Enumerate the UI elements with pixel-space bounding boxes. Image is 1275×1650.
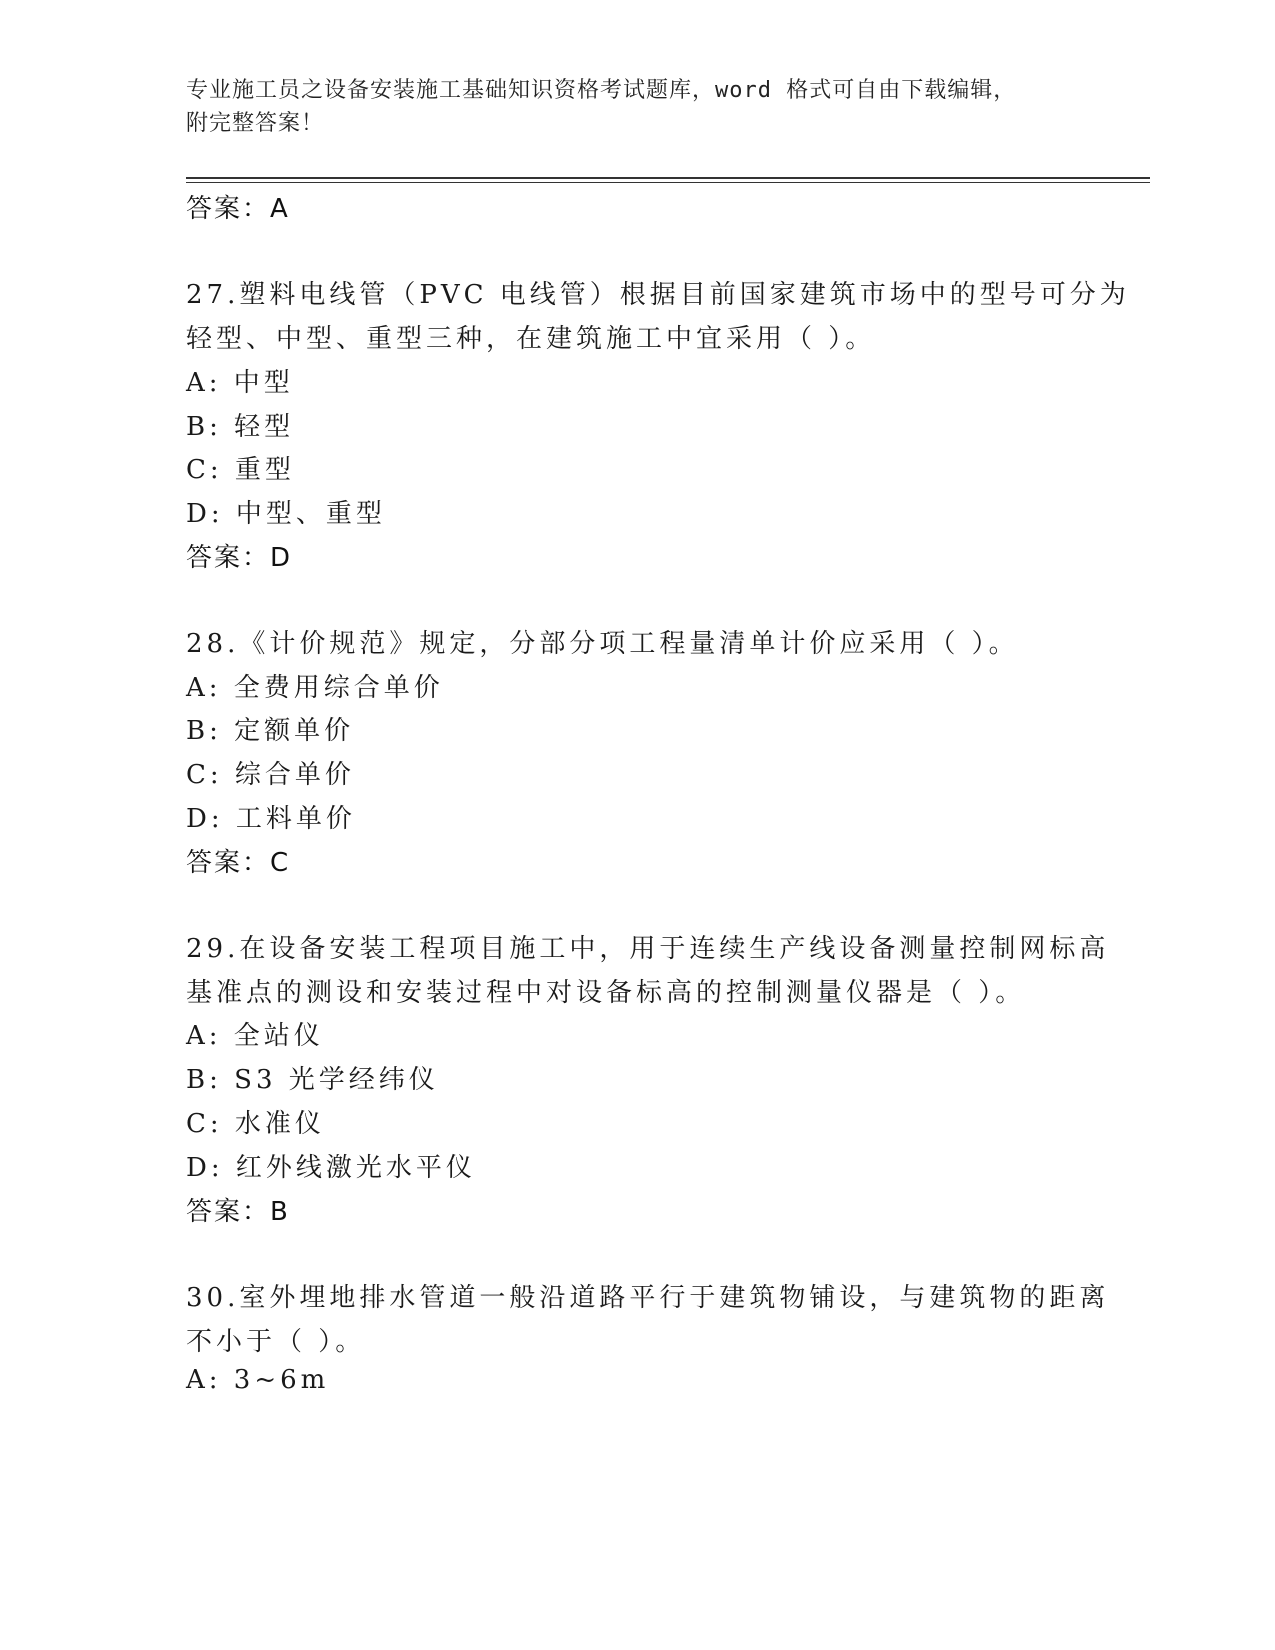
q29-option-d: D: 红外线激光水平仪 (186, 1153, 476, 1183)
q27-option-a: A: 中型 (186, 368, 294, 398)
q28-stem-line-1: 28.《计价规范》规定，分部分项工程量清单计价应采用（ ）。 (186, 629, 1019, 659)
q28-answer: 答案：C (186, 848, 291, 878)
q27-option-c: C: 重型 (186, 455, 295, 485)
q29-option-a: A: 全站仪 (186, 1021, 324, 1051)
q29-option-b: B: S3 光学经纬仪 (186, 1065, 439, 1095)
q27-stem-line-2: 轻型、中型、重型三种，在建筑施工中宜采用（ ）。 (186, 324, 876, 354)
q27-answer: 答案：D (186, 543, 293, 573)
q27-option-b: B: 轻型 (186, 412, 295, 442)
q30-stem-line-2: 不小于（ ）。 (186, 1327, 366, 1357)
q30-stem-line-1: 30.室外埋地排水管道一般沿道路平行于建筑物铺设，与建筑物的距离 (186, 1283, 1110, 1313)
q30-option-a: A: 3~6m (186, 1365, 330, 1395)
q29-answer: 答案：B (186, 1197, 290, 1227)
header-rule-thick (186, 177, 1150, 179)
q29-stem-line-1: 29.在设备安装工程项目施工中，用于连续生产线设备测量控制网标高 (186, 934, 1110, 964)
document-header (186, 74, 1066, 140)
q28-option-b: B: 定额单价 (186, 716, 355, 746)
q28-option-a: A: 全费用综合单价 (186, 673, 444, 703)
header-line-1: 专业施工员之设备安装施工基础知识资格考试题库，word 格式可自由下载编辑， (186, 78, 1017, 103)
q27-option-d: D: 中型、重型 (186, 499, 386, 529)
q29-option-c: C: 水准仪 (186, 1109, 325, 1139)
previous-answer: 答案：A (186, 194, 290, 224)
q29-stem-line-2: 基准点的测设和安装过程中对设备标高的控制测量仪器是（ ）。 (186, 978, 1026, 1008)
q28-option-c: C: 综合单价 (186, 760, 355, 790)
q28-option-d: D: 工料单价 (186, 804, 356, 834)
q27-stem-line-1: 27.塑料电线管（PVC 电线管）根据目前国家建筑市场中的型号可分为 (186, 280, 1130, 310)
header-line-2: 附完整答案！ (186, 111, 325, 136)
header-rule-thin (186, 182, 1150, 183)
